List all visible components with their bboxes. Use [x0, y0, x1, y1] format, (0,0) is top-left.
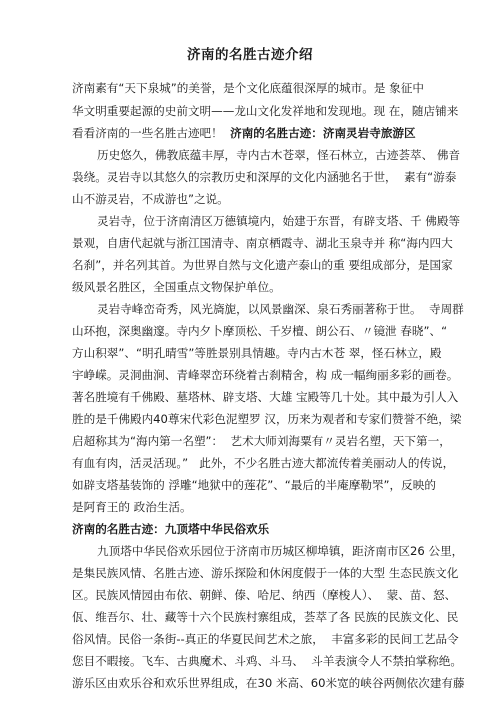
- line-text: 名刹”，并名列其首。为世界自然与文化遗产泰山的重 要组成部分，是国家: [72, 258, 453, 272]
- text-line: [0, 432, 500, 450]
- line-text: 灵岩寺，位于济南清区万德镇境内，始建于东晋，有辟支塔、千 佛殿等: [97, 214, 461, 228]
- text-line: [0, 300, 500, 318]
- text-line: [0, 630, 500, 648]
- line-text: 如辟支塔基装饰的 浮雕“地狱中的莲花”、“最后的半庵摩勒罘”，反映的: [72, 478, 436, 492]
- text-line: [0, 102, 500, 120]
- text-line: [0, 454, 500, 472]
- line-text: 游乐区由欢乐谷和欢乐世界组成，在30 米高、60米宽的峡谷两侧依次建有藤: [72, 676, 465, 690]
- text-line: [0, 608, 500, 626]
- line-text: 是阿育王的 政治生活。: [72, 500, 192, 514]
- text-line: [0, 520, 500, 538]
- line-text: 启超称其为“海内第一名塑”： 艺术大师刘海粟有〃灵岩名塑，天下第一，: [72, 434, 451, 448]
- text-line: [0, 212, 500, 230]
- text-line: [0, 476, 500, 494]
- text-line: [0, 388, 500, 406]
- text-line: [0, 190, 500, 208]
- text-line: [0, 542, 500, 560]
- line-text: 景观，自唐代起就与浙江国清寺、南京栖霞寺、湖北玉泉寺并 称“海内四大: [72, 236, 453, 250]
- text-line: [0, 366, 500, 384]
- line-text: 胜的是千佛殿内40尊宋代彩色泥塑罗 汉，历来为观者和专家们赞誉不绝，梁: [72, 412, 462, 426]
- text-line: [0, 652, 500, 670]
- text-line: [0, 79, 500, 97]
- line-text: 区。民族风情园由布依、朝鲜、傣、哈尼、纳西（摩梭人）、 蒙、苗、怒、: [72, 588, 457, 602]
- line-text: 您目不暇接。飞车、古典魔术、斗鸡、斗马、 斗羊表演令人不禁拍掌称绝。: [72, 654, 462, 668]
- line-text: 看看济南的一些名胜古迹吧！: [72, 126, 231, 140]
- section-heading: 济南的名胜古迹：济南灵岩寺旅游区: [230, 126, 416, 140]
- text-line: [0, 410, 500, 428]
- line-text: 袅绕。灵岩寺以其悠久的宗教历史和深厚的文化内涵驰名于世， 素有“游泰: [72, 170, 457, 184]
- line-text: 灵岩寺峰峦奇秀，风光旖旎，以风景幽深、泉石秀丽著称于世。 寺周群: [97, 302, 464, 316]
- line-text: 历史悠久，佛教底蕴丰厚，寺内古木苍翠，怪石林立，古迹荟萃、 佛音: [97, 148, 461, 162]
- line-text: 济南素有“天下泉城”的美誉，是个文化底蕴很深厚的城市。是 象征中: [72, 81, 424, 95]
- text-line: [0, 322, 500, 340]
- line-text: 是集民族风情、名胜古迹、游乐探险和休闲度假于一体的大型 生态民族文化: [72, 566, 459, 580]
- text-line: [0, 344, 500, 362]
- text-line: [0, 124, 500, 142]
- text-line: [0, 586, 500, 604]
- text-line: [0, 146, 500, 164]
- line-text: 华文明重要起源的史前文明——龙山文化发祥地和发现地。现 在，随店铺来: [72, 104, 459, 118]
- text-line: [0, 278, 500, 296]
- line-text: 宇峥嵘。灵洞曲涧、青峰翠峦环绕着古刹精舍，构 成一幅绚丽多彩的画卷。: [72, 368, 459, 382]
- text-line: [0, 168, 500, 186]
- line-text: 方山积翠”、“明孔晴雪”等胜景别具情趣。寺内古木苍 翠，怪石林立，殿: [72, 346, 442, 360]
- line-text: 九顶塔中华民俗欢乐园位于济南市历城区柳埠镇，距济南市区26 公里，: [97, 544, 464, 558]
- line-text: 山环抱，深奥幽邃。寺内夕卜摩顶松、千岁檀、朗公石、〃镜泄 春晓”、“: [72, 324, 448, 338]
- text-line: [0, 498, 500, 516]
- text-line: [0, 564, 500, 582]
- line-text: 俗风情。民俗一条街--真正的华夏民间艺术之旅， 丰富多彩的民间工艺品令: [72, 632, 459, 646]
- line-text: 有血有肉，活灵活现。” 此外，不少名胜古迹大都流传着美丽动人的传说，: [72, 456, 455, 470]
- line-text: 级风景名胜区，全国重点文物保护单位。: [72, 280, 281, 294]
- page-title: 济南的名胜古迹介绍: [187, 47, 313, 63]
- line-text: 山不游灵岩，不成游也”之说。: [72, 192, 229, 206]
- text-line: [0, 234, 500, 252]
- text-line: [0, 674, 500, 692]
- line-text: 著名胜境有千佛殿、墓塔林、辟支塔、大雄 宝殿等几十处。其中最为引人入: [72, 390, 459, 404]
- section-heading: 济南的名胜古迹：九顶塔中华民俗欢乐: [72, 522, 270, 536]
- text-line: [0, 256, 500, 274]
- line-text: 佤、维吾尔、壮、藏等十六个民族村寨组成，荟萃了各 民族的民族文化、民: [72, 610, 459, 624]
